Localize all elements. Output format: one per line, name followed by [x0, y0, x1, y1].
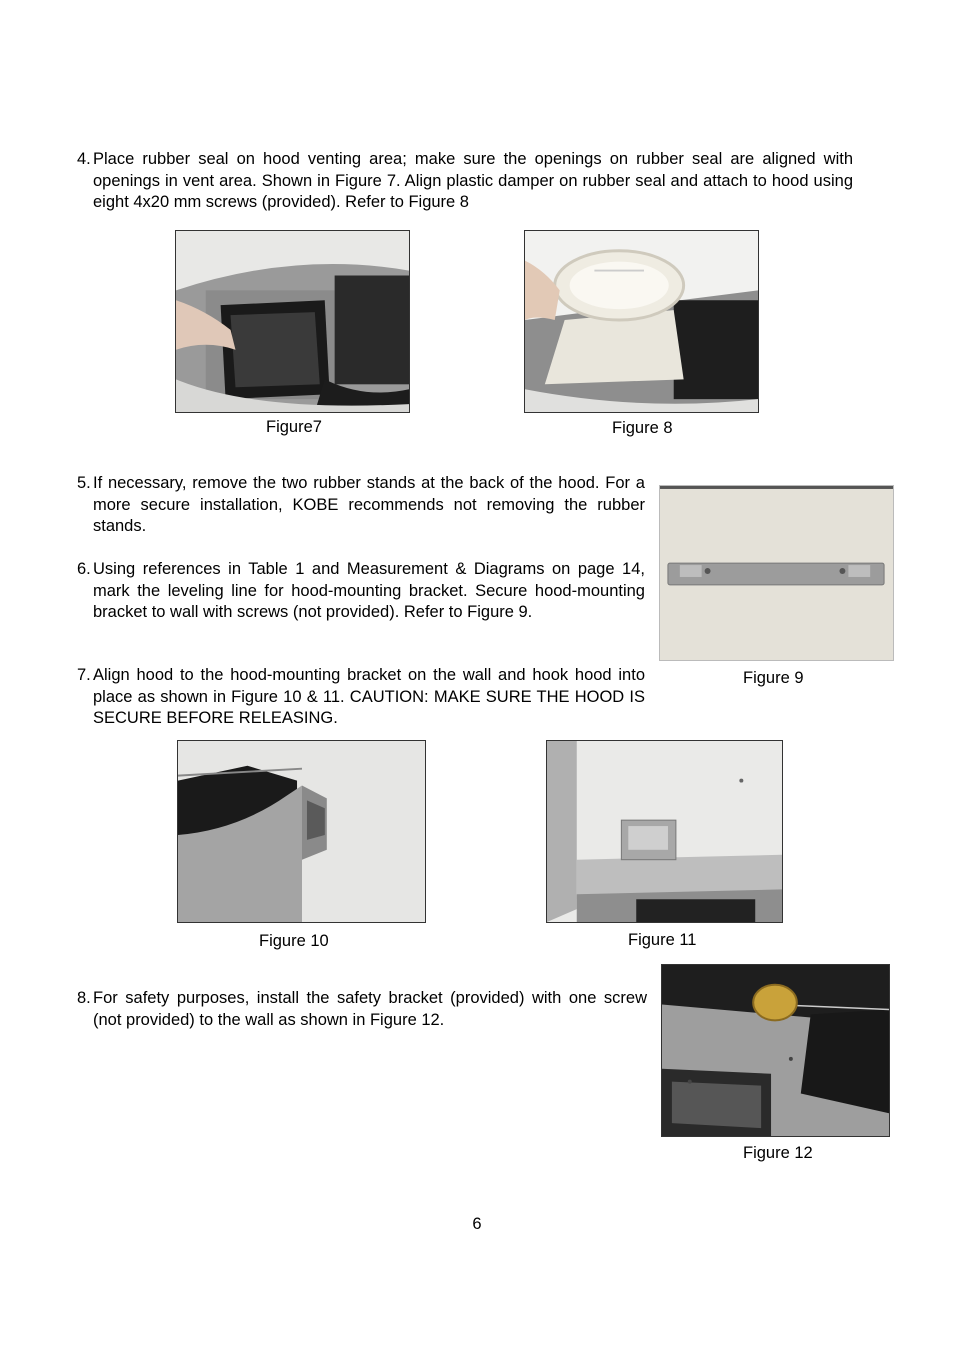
figure-9-photo [659, 485, 894, 661]
step-8 [77, 988, 647, 1031]
step-number: 6. [77, 560, 91, 578]
step-text: For safety purposes, install the safety bracket (provided) with one screw (not provided) to the wall as shown in Figure 12. [93, 989, 647, 1029]
figure-8-photo [524, 230, 759, 413]
figure-10-photo [177, 740, 426, 923]
figure-8-caption: Figure 8 [612, 419, 673, 437]
step-number: 5. [77, 474, 91, 492]
step-number: 4. [77, 150, 91, 168]
figure-7-photo [175, 230, 410, 413]
step-4 [77, 149, 853, 214]
figure-11-photo [546, 740, 783, 923]
figure-12-caption: Figure 12 [743, 1144, 813, 1162]
step-number: 8. [77, 989, 91, 1007]
step-text: Using references in Table 1 and Measurement & Diagrams on page 14, mark the leveling line for hood-mounting bracket. Secure hood-mounting bracket to wall with screws (not provided). Refer to Figure 9. [93, 560, 645, 621]
step-text: Align hood to the hood-mounting bracket on the wall and hook hood into place as shown in Figure 10 & 11. CAUTION: MAKE SURE THE HOOD IS SECURE BEFORE RELEASING. [93, 666, 645, 727]
step-7 [77, 665, 645, 730]
figure-10-caption: Figure 10 [259, 932, 329, 950]
step-number: 7. [77, 666, 91, 684]
step-text: If necessary, remove the two rubber stands at the back of the hood. For a more secure installation, KOBE recommends not removing the rubber stands. [93, 474, 645, 535]
page-number: 6 [472, 1215, 482, 1233]
step-5 [77, 473, 645, 538]
step-text: Place rubber seal on hood venting area; make sure the openings on rubber seal are aligned with openings in vent area. Shown in Figure 7. Align plastic damper on rubber seal and attach to hood using eight 4x20 mm screws (provided). Refer to Figure 8 [93, 150, 853, 211]
figure-7-caption: Figure7 [266, 418, 322, 436]
figure-9-caption: Figure 9 [743, 669, 804, 687]
step-6 [77, 559, 645, 624]
figure-11-caption: Figure 11 [628, 931, 697, 949]
figure-12-photo [661, 964, 890, 1137]
